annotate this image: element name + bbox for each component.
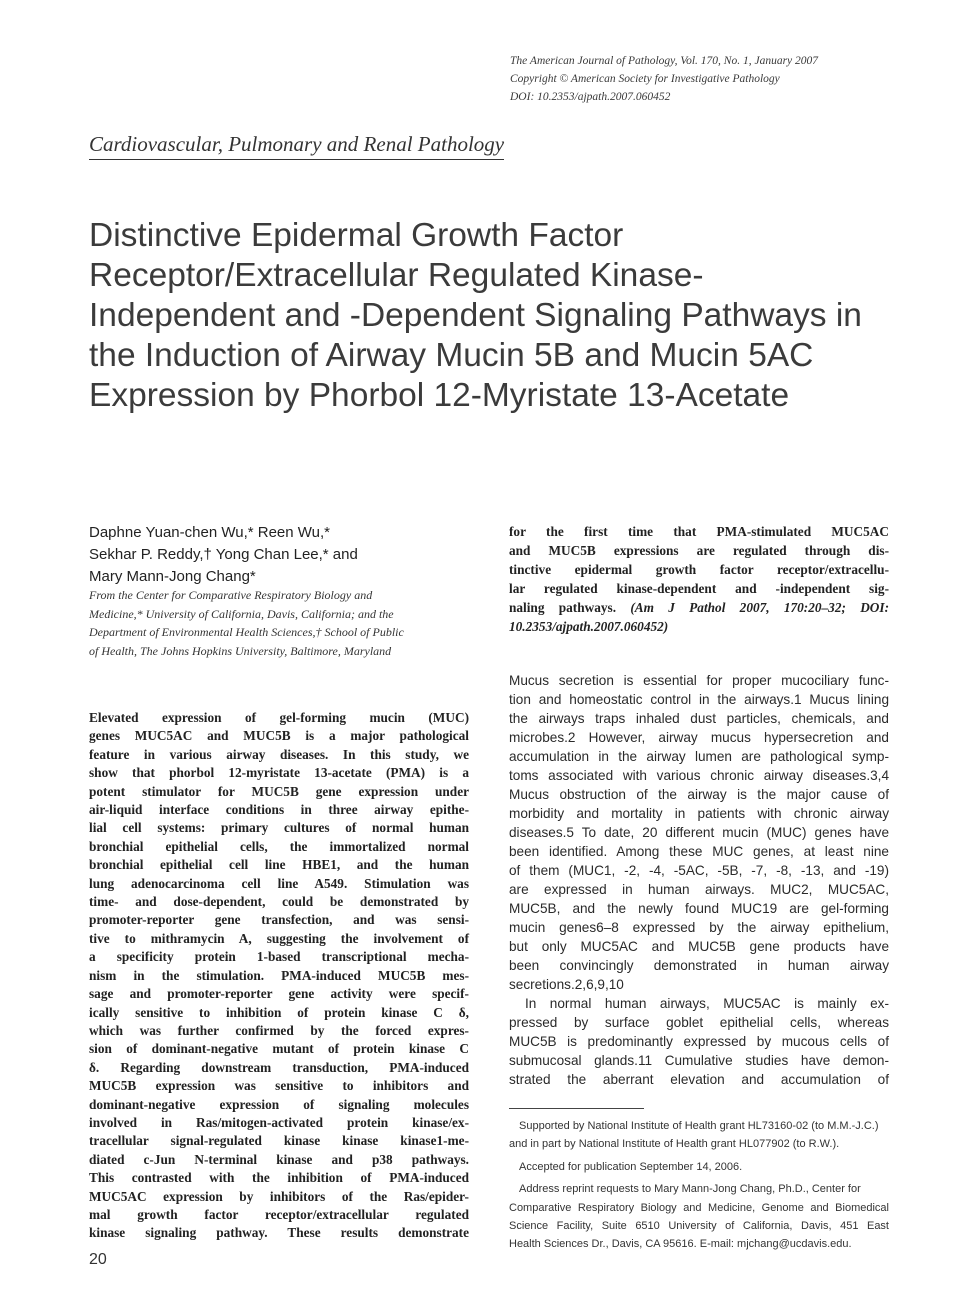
body-line: the airways traps inhaled dust particles, chemicals, and (509, 711, 889, 726)
abstract-continued (509, 522, 889, 636)
footnote-funding: Supported by National Institute of Health grant HL73160-02 (to M.M.-J.C.) (519, 1120, 879, 1132)
abstract-line: tinctive epidermal growth factor receptor/extracellu- (509, 562, 889, 577)
body-line: tion and homeostatic control in the airways.1 Mucus lining (509, 692, 889, 707)
abstract-line: bronchial epithelial cells, the immortalized normal (89, 838, 469, 854)
abstract-line: involved in Ras/mitogen-activated protein kinase/ex- (89, 1114, 469, 1130)
body-line: been convincingly demonstrated in human airway (509, 958, 889, 973)
body-line: secretions.2,6,9,10 (509, 977, 624, 992)
abstract-line: and MUC5B expressions are regulated through dis- (509, 543, 889, 558)
author-list (89, 522, 489, 588)
abstract-line: nism in the stimulation. PMA-induced MUC5B mes- (89, 967, 469, 983)
footnote-address-cont: Science Facility, Suite 6510 University of California, Davis, 451 East (509, 1220, 889, 1233)
abstract-line: potent stimulator for MUC5B gene expression under (89, 783, 469, 799)
body-line: pressed by surface goblet epithelial cells, whereas (509, 1015, 889, 1030)
article-title (89, 216, 919, 416)
body-line: In normal human airways, MUC5AC is mainly ex- (525, 996, 889, 1011)
abstract-line: feature in various airway diseases. In this study, we (89, 746, 469, 762)
abstract-line: diated c-Jun N-terminal kinase and p38 pathways. (89, 1151, 469, 1167)
journal-citation: The American Journal of Pathology, Vol. 170, No. 1, January 2007 (510, 55, 819, 67)
abstract (89, 709, 469, 1243)
body-line: toms associated with various chronic airway diseases.3,4 (509, 768, 889, 783)
body-line: MUC5B is predominantly expressed by mucous cells of (509, 1034, 889, 1049)
abstract-line: Elevated expression of gel-forming mucin (MUC) (89, 710, 469, 725)
section-heading: Cardiovascular, Pulmonary and Renal Pathology (89, 132, 504, 160)
body-line: strated the aberrant elevation and accumulation of (509, 1072, 889, 1087)
page-number: 20 (89, 1251, 107, 1268)
body-line: Mucus secretion is essential for proper mucociliary func- (509, 673, 889, 688)
abstract-line: This contrasted with the inhibition of PMA-induced (89, 1170, 469, 1186)
affiliations (89, 586, 479, 660)
abstract-line: tive to mithramycin A, suggesting the involvement of (89, 930, 469, 946)
footnote-address-cont: Health Sciences Dr., Davis, CA 95616. E-mail: mjchang@ucdavis.edu. (509, 1238, 852, 1251)
abstract-line: bronchial epithelial cell line HBE1, and the human (89, 857, 469, 873)
title-line: Independent and -Dependent Signaling Pathways in (89, 297, 862, 334)
affiliation-line: Department of Environmental Health Sciences,† School of Public (89, 625, 404, 639)
abstract-line: ically sensitive to inhibition of protein kinase C δ, (89, 1004, 469, 1020)
abstract-line: time- and dose-dependent, could be demonstrated by (89, 894, 469, 910)
abstract-line: kinase signaling pathway. These results demonstrate (89, 1225, 469, 1241)
abstract-line: for the first time that PMA-stimulated MUC5AC (509, 524, 889, 539)
abstract-line: promoter-reporter gene transfection, and was sensi- (89, 912, 469, 928)
body-line: are expressed in human airways. MUC2, MUC5AC, (509, 882, 889, 897)
abstract-line: lar regulated kinase-dependent and -independent sig- (509, 581, 889, 596)
affiliation-line: Medicine,* University of California, Davis, California; and the (89, 606, 394, 621)
title-line: Distinctive Epidermal Growth Factor (89, 217, 624, 254)
body-text (509, 671, 889, 1089)
footnote-address: Address reprint requests to Mary Mann-Jong Chang, Ph.D., Center for (519, 1183, 861, 1196)
footnotes (509, 1117, 889, 1254)
footnote-divider (509, 1108, 644, 1109)
footnote-funding-cont: and in part by National Institute of Health grant HL077902 (to R.W.). (509, 1138, 840, 1151)
citation-ref: (Am J Pathol 2007, 170:20–32; DOI: (630, 600, 889, 615)
author-line: Mary Mann-Jong Chang* (89, 568, 256, 585)
footnote-accepted: Accepted for publication September 14, 2006. (519, 1160, 743, 1173)
body-line: accumulation in the airway lumen are pathological symp- (509, 749, 889, 764)
body-line: of them (MUC1, -2, -4, -5AC, -5B, -7, -8, -13, and -19) (509, 863, 889, 878)
abstract-line: MUC5AC expression by inhibitors of the Ras/epider- (89, 1188, 469, 1204)
abstract-line: lung adenocarcinoma cell line A549. Stimulation was (89, 875, 469, 891)
abstract-line: air-liquid interface conditions in three airway epithe- (89, 802, 469, 818)
abstract-line: tracellular signal-regulated kinase kinase kinase1-me- (89, 1133, 469, 1149)
abstract-line: which was further confirmed by the forced expres- (89, 1022, 469, 1038)
body-line: been identified. Among these MUC genes, at least nine (509, 844, 889, 859)
body-line: submucosal glands.11 Cumulative studies have demon- (509, 1053, 889, 1068)
body-line: diseases.5 To date, 20 different mucin (MUC) genes have (509, 825, 889, 840)
body-line: but only MUC5AC and MUC5B gene products have (509, 939, 889, 954)
body-line: morbidity and mortality in patients with chronic airway (509, 806, 889, 821)
body-line: MUC5B, and the newly found MUC19 are gel-forming (509, 901, 889, 916)
affiliation-line: From the Center for Comparative Respiratory Biology and (89, 588, 373, 602)
abstract-line: show that phorbol 12-myristate 13-acetate (PMA) is a (89, 765, 469, 781)
abstract-closing: naling pathways. (509, 600, 617, 615)
abstract-line: sion of dominant-negative mutant of protein kinase C (89, 1041, 469, 1057)
abstract-line: δ. Regarding downstream transduction, PMA-induced (89, 1059, 469, 1075)
body-line: mucin genes6–8 expressed by the airway epithelium, (509, 920, 889, 935)
abstract-line: mal growth factor receptor/extracellular regulated (89, 1206, 469, 1222)
citation-doi: 10.2353/ajpath.2007.060452) (509, 619, 669, 634)
abstract-line: sage and promoter-reporter gene activity were specif- (89, 986, 469, 1002)
abstract-line: MUC5B expression was sensitive to inhibitors and (89, 1078, 469, 1094)
author-line: Daphne Yuan-chen Wu,* Reen Wu,* (89, 524, 330, 541)
abstract-line: a specificity protein 1-based transcriptional mecha- (89, 949, 469, 965)
journal-doi: DOI: 10.2353/ajpath.2007.060452 (510, 91, 671, 103)
affiliation-line: of Health, The Johns Hopkins University, Baltimore, Maryland (89, 643, 392, 658)
abstract-line: dominant-negative expression of signaling molecules (89, 1096, 469, 1112)
author-line: Sekhar P. Reddy,† Yong Chan Lee,* and (89, 546, 358, 563)
body-line: microbes.2 However, airway mucus hypersecretion and (509, 730, 889, 745)
journal-header (510, 52, 930, 106)
abstract-line: genes MUC5AC and MUC5B is a major pathological (89, 728, 469, 744)
footnote-address-cont: Comparative Respiratory Biology and Medicine, Genome and Biomedical (509, 1201, 889, 1214)
title-line: the Induction of Airway Mucin 5B and Mucin 5AC (89, 337, 814, 374)
journal-copyright: Copyright © American Society for Investigative Pathology (510, 73, 780, 85)
title-line: Expression by Phorbol 12-Myristate 13-Acetate (89, 377, 790, 414)
body-line: Mucus obstruction of the airway is the major cause of (509, 787, 889, 802)
abstract-line (509, 598, 889, 617)
abstract-line: lial cell systems: primary cultures of normal human (89, 820, 469, 836)
title-line: Receptor/Extracellular Regulated Kinase- (89, 257, 704, 294)
